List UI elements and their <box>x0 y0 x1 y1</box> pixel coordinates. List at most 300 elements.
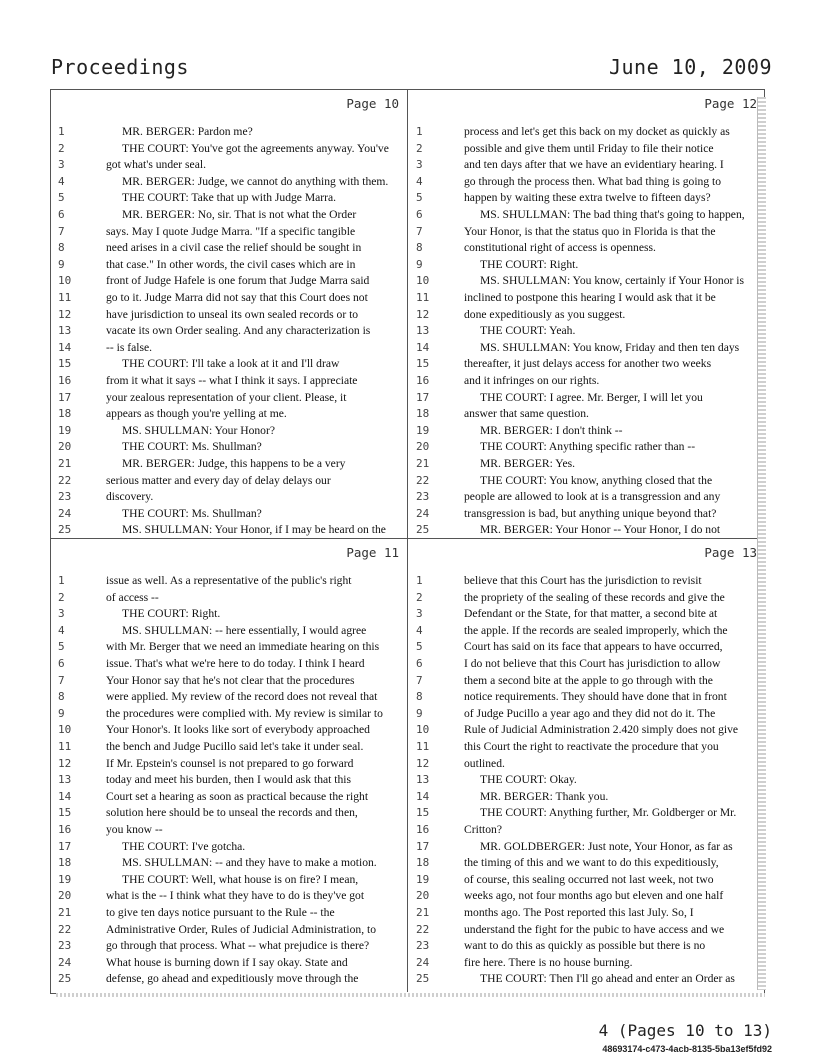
transcript-line <box>50 173 405 191</box>
line-text: THE COURT: Right. <box>480 257 579 271</box>
transcript-line <box>408 223 763 241</box>
transcript-line <box>50 721 405 739</box>
transcript-line <box>50 605 405 623</box>
line-number: 13 <box>416 324 430 338</box>
line-number: 12 <box>58 756 72 770</box>
line-number: 5 <box>416 191 423 205</box>
line-text: Court has said on its face that appears to have occurred, <box>464 640 723 654</box>
line-number: 10 <box>416 274 430 288</box>
line-text: MS. SHULLMAN: -- here essentially, I would agree <box>122 623 367 637</box>
line-number: 8 <box>416 690 423 704</box>
line-text: THE COURT: Anything specific rather than -- <box>480 440 696 454</box>
line-number: 18 <box>58 407 72 421</box>
line-text: says. May I quote Judge Marra. "If a specific tangible <box>106 224 356 238</box>
transcript-line <box>408 771 763 789</box>
line-text: THE COURT: I've gotcha. <box>122 839 246 853</box>
line-number: 24 <box>416 955 430 969</box>
line-number: 25 <box>416 972 430 986</box>
line-text: THE COURT: Well, what house is on fire? I mean, <box>122 872 359 886</box>
transcript-line <box>408 156 763 174</box>
line-number: 19 <box>58 423 72 437</box>
line-text: If Mr. Epstein's counsel is not prepared to go forward <box>106 756 354 770</box>
transcript-line <box>408 705 763 723</box>
transcript-line <box>408 854 763 872</box>
transcript-line <box>408 937 763 955</box>
line-text: MR. BERGER: Yes. <box>480 457 576 470</box>
line-number: 21 <box>58 457 72 470</box>
transcript-line <box>50 788 405 806</box>
line-text: fire here. There is no house burning. <box>464 955 633 969</box>
line-number: 16 <box>416 374 430 387</box>
line-number: 22 <box>416 922 430 936</box>
line-text: THE COURT: Then I'll go ahead and enter an Order as <box>480 972 735 986</box>
line-text: outlined. <box>464 756 505 770</box>
line-number: 22 <box>416 473 430 487</box>
transcript-line <box>50 472 405 490</box>
line-number: 14 <box>58 789 72 803</box>
transcript-line <box>408 140 763 158</box>
line-text: MR. BERGER: Your Honor -- Your Honor, I do not <box>480 523 721 537</box>
line-number: 5 <box>58 191 65 205</box>
line-number: 15 <box>416 806 430 820</box>
line-number: 11 <box>416 740 430 753</box>
transcript-line <box>408 472 763 490</box>
line-number: 2 <box>58 590 65 604</box>
transcript-line <box>50 572 405 590</box>
line-text: THE COURT: Right. <box>122 607 221 621</box>
line-text: happen by waiting these extra twelve to fifteen days? <box>464 191 711 205</box>
transcript-line <box>50 455 405 473</box>
line-number: 5 <box>416 640 423 654</box>
line-number: 2 <box>58 141 65 155</box>
line-number: 18 <box>58 856 72 870</box>
line-number: 13 <box>416 773 430 787</box>
line-text: notice requirements. They should have done that in front <box>464 690 727 704</box>
line-text: the propriety of the sealing of these records and give the <box>464 590 725 604</box>
line-number: 14 <box>58 340 72 354</box>
transcript-line <box>50 206 405 224</box>
transcript-page <box>408 539 763 988</box>
transcript-line <box>50 189 405 207</box>
transcript-line <box>50 838 405 856</box>
transcript-line <box>408 871 763 889</box>
line-text: Your Honor, is that the status quo in Florida is that the <box>464 224 716 238</box>
bottom-stripe <box>56 993 765 997</box>
line-text: THE COURT: I'll take a look at it and I'll draw <box>122 357 340 371</box>
transcript-line <box>408 572 763 590</box>
transcript-line <box>408 804 763 822</box>
line-number: 22 <box>58 473 72 487</box>
transcript-line <box>408 206 763 224</box>
line-text: discovery. <box>106 490 154 504</box>
line-number: 19 <box>416 872 430 886</box>
line-text: want to do this as quickly as possible but there is no <box>464 939 706 953</box>
line-text: weeks ago, not four months ago but eleven and one half <box>464 889 724 903</box>
transcript-line <box>50 438 405 456</box>
line-text: MS. SHULLMAN: -- and they have to make a motion. <box>122 856 377 870</box>
line-number: 14 <box>416 340 430 354</box>
line-text: believe that this Court has the jurisdiction to revisit <box>464 574 702 587</box>
transcript-line <box>50 622 405 640</box>
transcript-line <box>50 372 405 390</box>
transcript-line <box>408 887 763 905</box>
line-number: 8 <box>58 690 65 704</box>
line-text: MR. GOLDBERGER: Just note, Your Honor, as far as <box>480 839 733 853</box>
page-number: Page 10 <box>346 96 399 111</box>
line-number: 3 <box>416 607 423 621</box>
line-text: have jurisdiction to unseal its own sealed records or to <box>106 307 359 321</box>
line-text: solution here should be to unseal the records and then, <box>106 806 358 820</box>
transcript-line <box>408 306 763 324</box>
transcript-line <box>408 488 763 506</box>
line-text: and it infringes on our rights. <box>464 374 600 387</box>
line-text: of course, this sealing occurred not last week, not two <box>464 872 714 886</box>
line-text: defense, go ahead and expeditiously move through the <box>106 972 359 986</box>
line-number: 20 <box>58 889 72 903</box>
line-number: 10 <box>58 723 72 737</box>
transcript-line <box>50 488 405 506</box>
transcript-line <box>50 738 405 756</box>
transcript-line <box>408 422 763 440</box>
line-number: 1 <box>58 125 65 138</box>
line-number: 11 <box>416 291 430 304</box>
transcript-line <box>50 306 405 324</box>
line-text: MS. SHULLMAN: Your Honor, if I may be heard on the <box>122 523 386 537</box>
line-number: 16 <box>58 374 72 387</box>
transcript-line <box>408 788 763 806</box>
line-text: possible and give them until Friday to file their notice <box>464 141 714 155</box>
line-number: 4 <box>416 623 423 637</box>
transcript-line <box>50 339 405 357</box>
line-number: 21 <box>416 457 430 470</box>
transcript-line <box>50 638 405 656</box>
transcript-line <box>408 622 763 640</box>
line-text: MS. SHULLMAN: You know, certainly if Your Honor is <box>480 274 744 288</box>
line-text: Administrative Order, Rules of Judicial Administration, to <box>106 922 377 936</box>
line-number: 17 <box>416 390 430 404</box>
line-text: Rule of Judicial Administration 2.420 simply does not give <box>464 723 739 737</box>
line-text: Court set a hearing as soon as practical because the right <box>106 789 369 803</box>
line-number: 20 <box>416 889 430 903</box>
line-text: understand the fight for the pubic to have access and we <box>464 922 725 936</box>
transcript-line <box>408 954 763 972</box>
line-text: MR. BERGER: I don't think -- <box>480 423 623 437</box>
line-text: Critton? <box>464 823 502 836</box>
pages-summary: 4 (Pages 10 to 13) <box>598 1021 772 1040</box>
line-text: were applied. My review of the record does not reveal that <box>106 690 378 704</box>
line-text: Your Honor's. It looks like sort of everybody approached <box>106 723 370 737</box>
line-text: MS. SHULLMAN: Your Honor? <box>122 423 275 437</box>
page-number: Page 13 <box>704 545 757 560</box>
page-number: Page 11 <box>346 545 399 560</box>
line-text: THE COURT: Okay. <box>480 773 577 787</box>
line-text: of Judge Pucillo a year ago and they did not do it. The <box>464 706 716 720</box>
transcript-line <box>50 954 405 972</box>
line-number: 1 <box>416 574 423 587</box>
transcript-line <box>408 256 763 274</box>
line-number: 7 <box>58 673 65 687</box>
line-number: 16 <box>58 823 72 836</box>
line-text: THE COURT: Anything further, Mr. Goldberger or Mr. <box>480 806 737 820</box>
transcript-line <box>50 239 405 257</box>
line-number: 2 <box>416 141 423 155</box>
line-text: you know -- <box>106 823 163 836</box>
line-number: 21 <box>58 906 72 919</box>
line-number: 24 <box>58 506 72 520</box>
transcript-line <box>408 455 763 473</box>
transcript-line <box>408 322 763 340</box>
line-text: MS. SHULLMAN: You know, Friday and then ten days <box>480 340 740 354</box>
line-text: inclined to postpone this hearing I would ask that it be <box>464 291 716 304</box>
transcript-line <box>50 256 405 274</box>
line-text: MR. BERGER: No, sir. That is not what the Order <box>122 208 357 221</box>
line-number: 12 <box>416 756 430 770</box>
transcript-line <box>408 838 763 856</box>
transcript-line <box>50 970 405 988</box>
transcript-line <box>408 638 763 656</box>
line-text: from it what it says -- what I think it says. I appreciate <box>106 374 358 387</box>
line-text: transgression is bad, but anything unique beyond that? <box>464 506 717 520</box>
line-number: 4 <box>416 174 423 188</box>
transcript-line <box>408 123 763 141</box>
line-number: 6 <box>58 208 65 221</box>
line-number: 5 <box>58 640 65 654</box>
line-number: 18 <box>416 856 430 870</box>
transcript-line <box>50 272 405 290</box>
transcript-line <box>50 140 405 158</box>
line-text: what is the -- I think what they have to do is they've got <box>106 889 365 903</box>
line-number: 1 <box>416 125 423 138</box>
transcript-line <box>50 405 405 423</box>
transcript-line <box>408 355 763 373</box>
transcript-line <box>50 589 405 607</box>
transcript-line <box>408 405 763 423</box>
line-text: I do not believe that this Court has jurisdiction to allow <box>464 657 721 670</box>
line-text: people are allowed to look at is a transgression and any <box>464 490 721 504</box>
transcript-line <box>50 688 405 706</box>
line-number: 10 <box>416 723 430 737</box>
transcript-line <box>50 921 405 939</box>
line-number: 6 <box>416 208 423 221</box>
line-number: 13 <box>58 773 72 787</box>
line-text: the procedures were complied with. My review is similar to <box>106 706 383 720</box>
line-text: months ago. The Post reported this last July. So, I <box>464 906 694 919</box>
transcript-line <box>408 372 763 390</box>
line-number: 19 <box>416 423 430 437</box>
transcript-line <box>408 505 763 523</box>
line-number: 6 <box>58 657 65 670</box>
line-text: -- is false. <box>106 340 153 354</box>
line-number: 13 <box>58 324 72 338</box>
line-number: 10 <box>58 274 72 288</box>
line-text: of access -- <box>106 590 159 604</box>
line-number: 25 <box>58 523 72 537</box>
line-number: 9 <box>58 706 65 720</box>
line-number: 23 <box>58 490 72 504</box>
line-number: 7 <box>416 224 423 238</box>
line-number: 8 <box>58 241 65 255</box>
line-text: MS. SHULLMAN: The bad thing that's going to happen, <box>480 208 745 221</box>
transcript-line <box>50 672 405 690</box>
line-text: to give ten days notice pursuant to the Rule -- the <box>106 906 335 919</box>
transcript-line <box>408 389 763 407</box>
line-number: 16 <box>416 823 430 836</box>
line-number: 4 <box>58 174 65 188</box>
line-text: them a second bite at the apple to go through with the <box>464 673 713 687</box>
line-text: today and meet his burden, then I would ask that this <box>106 773 352 787</box>
transcript-line <box>50 871 405 889</box>
line-text: thereafter, it just delays access for another two weeks <box>464 357 712 371</box>
transcript-line <box>50 505 405 523</box>
transcript-line <box>408 438 763 456</box>
line-text: THE COURT: I agree. Mr. Berger, I will let you <box>480 390 703 404</box>
line-text: the timing of this and we want to do this expeditiously, <box>464 856 719 870</box>
transcript-line <box>50 771 405 789</box>
line-number: 14 <box>416 789 430 803</box>
line-number: 15 <box>58 357 72 371</box>
line-text: appears as though you're yelling at me. <box>106 407 287 421</box>
transcript-line <box>50 854 405 872</box>
line-text: go through that process. What -- what prejudice is there? <box>106 939 370 953</box>
transcript-line <box>50 422 405 440</box>
transcript-line <box>50 904 405 922</box>
line-number: 20 <box>58 440 72 454</box>
line-text: Your Honor say that he's not clear that the procedures <box>106 673 355 687</box>
line-text: need arises in a civil case the relief should be sought in <box>106 241 362 255</box>
line-number: 9 <box>58 257 65 271</box>
transcript-page <box>50 539 405 988</box>
line-text: MR. BERGER: Pardon me? <box>122 125 253 138</box>
line-text: What house is burning down if I say okay. State and <box>106 955 348 969</box>
transcript-line <box>408 589 763 607</box>
line-text: THE COURT: Ms. Shullman? <box>122 440 262 454</box>
line-text: constitutional right of access is openness. <box>464 241 656 255</box>
line-number: 6 <box>416 657 423 670</box>
line-number: 3 <box>416 158 423 172</box>
transcript-line <box>408 521 763 539</box>
transcript-line <box>50 123 405 141</box>
line-number: 9 <box>416 706 423 720</box>
transcript-page <box>50 90 405 539</box>
line-text: got what's under seal. <box>106 158 206 172</box>
line-text: THE COURT: Ms. Shullman? <box>122 506 262 520</box>
line-text: that case." In other words, the civil cases which are in <box>106 257 356 271</box>
line-text: your zealous representation of your client. Please, it <box>106 390 347 404</box>
transcript-line <box>50 355 405 373</box>
transcript-line <box>50 705 405 723</box>
line-number: 23 <box>416 939 430 953</box>
transcript-line <box>408 672 763 690</box>
transcript-line <box>408 921 763 939</box>
line-text: issue. That's what we're here to do today. I think I heard <box>106 657 365 670</box>
line-number: 23 <box>58 939 72 953</box>
transcript-page <box>408 90 763 539</box>
line-text: Defendant or the State, for that matter, a second bite at <box>464 607 718 621</box>
line-text: go through the process then. What bad thing is going to <box>464 174 722 188</box>
transcript-line <box>408 655 763 673</box>
line-number: 3 <box>58 607 65 621</box>
line-number: 24 <box>58 955 72 969</box>
transcript-line <box>408 239 763 257</box>
line-number: 18 <box>416 407 430 421</box>
line-text: THE COURT: Take that up with Judge Marra. <box>122 191 337 205</box>
transcript-line <box>408 821 763 839</box>
transcript-line <box>50 156 405 174</box>
transcript-line <box>50 804 405 822</box>
transcript-line <box>50 322 405 340</box>
transcript-line <box>50 755 405 773</box>
line-text: this Court the right to reactivate the procedure that you <box>464 740 719 753</box>
line-number: 3 <box>58 158 65 172</box>
transcript-line <box>50 289 405 307</box>
line-number: 19 <box>58 872 72 886</box>
line-text: go to it. Judge Marra did not say that this Court does not <box>106 291 368 304</box>
line-number: 22 <box>58 922 72 936</box>
line-number: 4 <box>58 623 65 637</box>
line-number: 15 <box>58 806 72 820</box>
page-number: Page 12 <box>704 96 757 111</box>
transcript-line <box>408 738 763 756</box>
document-date: June 10, 2009 <box>608 55 772 79</box>
transcript-line <box>50 821 405 839</box>
transcript-line <box>408 970 763 988</box>
transcript-line <box>50 887 405 905</box>
line-text: serious matter and every day of delay delays our <box>106 473 331 487</box>
transcript-line <box>408 289 763 307</box>
line-number: 25 <box>416 523 430 537</box>
line-text: issue as well. As a representative of the public's right <box>106 574 352 587</box>
line-text: MR. BERGER: Thank you. <box>480 789 609 803</box>
line-number: 25 <box>58 972 72 986</box>
transcript-line <box>408 173 763 191</box>
line-text: THE COURT: You've got the agreements anyway. You've <box>122 141 389 155</box>
line-text: vacate its own Order sealing. And any characterization is <box>106 324 371 338</box>
document-title: Proceedings <box>51 55 189 79</box>
document-id: 48693174-c473-4acb-8135-5ba13ef5fd92 <box>602 1044 772 1054</box>
line-number: 15 <box>416 357 430 371</box>
line-number: 12 <box>416 307 430 321</box>
line-text: front of Judge Hafele is one forum that Judge Marra said <box>106 274 370 288</box>
line-number: 17 <box>416 839 430 853</box>
line-text: process and let's get this back on my docket as quickly as <box>464 125 730 138</box>
transcript-line <box>408 688 763 706</box>
transcript-line <box>50 937 405 955</box>
line-text: MR. BERGER: Judge, we cannot do anything with them. <box>122 174 389 188</box>
line-number: 7 <box>58 224 65 238</box>
line-text: and ten days after that we have an evidentiary hearing. I <box>464 158 724 172</box>
line-text: MR. BERGER: Judge, this happens to be a very <box>122 457 346 470</box>
line-number: 24 <box>416 506 430 520</box>
transcript-line <box>408 755 763 773</box>
transcript-line <box>408 721 763 739</box>
transcript-line <box>50 223 405 241</box>
line-number: 9 <box>416 257 423 271</box>
line-number: 7 <box>416 673 423 687</box>
transcript-line <box>50 655 405 673</box>
line-number: 17 <box>58 839 72 853</box>
line-number: 2 <box>416 590 423 604</box>
transcript-line <box>408 189 763 207</box>
transcript-line <box>50 521 405 539</box>
transcript-line <box>50 389 405 407</box>
line-number: 21 <box>416 906 430 919</box>
transcript-line <box>408 605 763 623</box>
line-number: 11 <box>58 291 72 304</box>
transcript-line <box>408 904 763 922</box>
line-text: answer that same question. <box>464 407 589 421</box>
line-number: 1 <box>58 574 65 587</box>
line-text: done expeditiously as you suggest. <box>464 307 626 321</box>
